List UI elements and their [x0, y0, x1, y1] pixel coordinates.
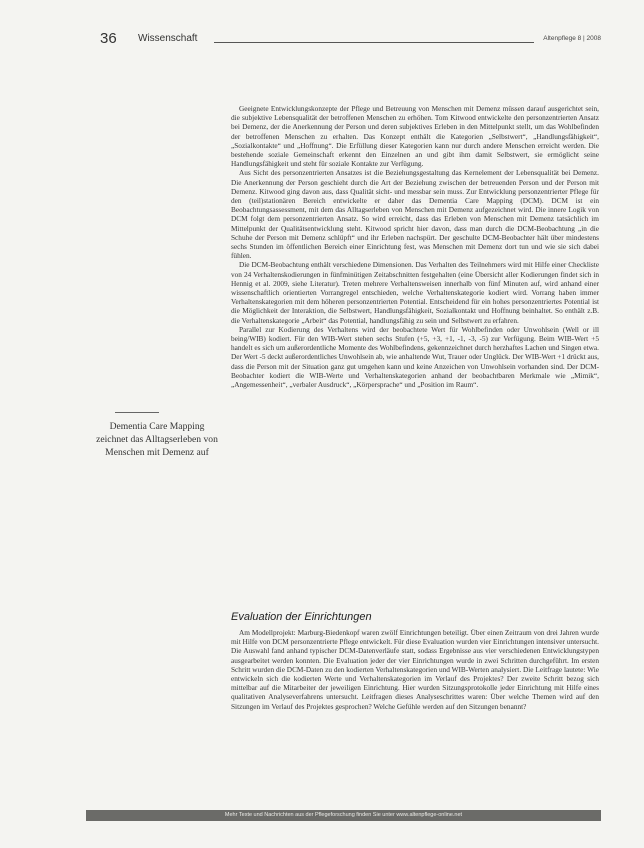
- section-heading: Evaluation der Einrichtungen: [231, 611, 372, 623]
- paragraph: Parallel zur Kodierung des Verhaltens wird der beobachtete Wert für Wohlbefinden oder Unwohlsein (Well or ill being/WIB) kodiert. Für den WIB-Wert stehen sechs Stufen (+5, +3, +1, -1, -3, -5) zur Verfügung. Beim WIB-Wert +5 handelt es sich um außerordentliche Momente des Wohlbefindens, gekennzeichnet durch herzhaftes Lachen und Singen etwa. Der Wert -5 deckt außerordentliches Unwohlsein ab, wie anhaltende Wut, Trauer oder Unglück. Der WIB-Wert +1 drückt aus, dass die Person mit der Situation ganz gut umgehen kann und keine Anzeichen von Unwohlsein vorhanden sind. Der DCM-Beobachter kodiert die WIB-Werte und Verhaltenskategorien anhand der beobachtbaren Merkmale wie „Mimik“, „Angemessenheit“, „verbaler Ausdruck“, „Körpersprache“ und „Position im Raum“.: [231, 324, 599, 390]
- article-body: [231, 104, 599, 389]
- footer-banner: Mehr Texte und Nachrichten aus der Pflegeforschung finden Sie unter www.altenpflege-online.net: [86, 810, 601, 821]
- paragraph: Am Modellprojekt: Marburg-Biedenkopf waren zwölf Einrichtungen beteiligt. Über einen Zeitraum von drei Jahren wurde mit Hilfe von DCM personzentrierte Pflege entwickelt. Für diese Evaluation wurden vier Einrichtungen intensiver untersucht. Die Auswahl fand anhand typischer DCM-Datenverläufe statt, sodass Ergebnisse aus vier verschiedenen Entwicklungstypen ausgearbeitet werden konnten. Die Evaluation jeder der vier Einrichtungen wurde in zwei Schritten durchgeführt. Im ersten Schritt wurden die DCM-Daten zu den kodierten Verhaltenskategorien und WIB-Werten analysiert. Die Leitfrage lautete: Wie entwickeln sich die kodierten Werte und Verhaltenskategorien im Verlauf des Projektes? Der zweite Schritt bezog sich mittelbar auf die Mitarbeiter der jeweiligen Einrichtung. Hier wurden Sitzungsprotokolle jeder Einrichtung mit Hilfe eines qualitativen Analyseverfahrens untersucht. Leitfragen dieses Analyseschrittes waren: Über welche Themen wird auf den Sitzungen im Verlauf des Projektes gesprochen? Welche Gefühle werden auf den Sitzungen benannt?: [231, 628, 599, 711]
- paragraph: Aus Sicht des personzentrierten Ansatzes ist die Beziehungsgestaltung das Kernelement der Lebensqualität bei Demenz. Die Anerkennung der Person geschieht durch die Art der Beziehung zwischen der betreuenden Person und der Person mit Demenz. Kitwood ging davon aus, dass Qualität sicht- und messbar sein muss. Zur Entwicklung personzentrierter Pflege für den (teil)stationären Bereich entwickelte er daher das Dementia Care Mapping (DCM). DCM ist ein Beobachtungsassessment, mit dem das Alltagserleben von Menschen mit Demenz aufgezeichnet wird. Die innere Logik von DCM folgt dem personzentrierten Ansatz. So wird erreicht, dass das Erleben von Menschen mit Demenz tatsächlich im Mittelpunkt der Qualitätsentwicklung steht. Kitwood spricht hier davon, dass man durch die DCM-Beobachtung „in die Schuhe der Person mit Demenz schlüpft“ und ihr Erleben nachspürt. Der geschulte DCM-Beobachter hält über mindestens sechs Stunden im öffentlichen Bereich einer Einrichtung fest, was Menschen mit Demenz dort tun und wie sie sich dabei fühlen.: [231, 168, 599, 261]
- page-header: [86, 30, 601, 52]
- pullquote: Dementia Care Mapping zeichnet das Alltagserleben von Menschen mit Demenz auf: [96, 421, 218, 458]
- issue-label: Altenpflege 8 | 2008: [543, 35, 601, 42]
- page-number: 36: [100, 30, 117, 47]
- header-divider: [214, 42, 534, 43]
- paragraph: Die DCM-Beobachtung enthält verschiedene Dimensionen. Das Verhalten des Teilnehmers wird mit Hilfe einer Checkliste von 24 Verhaltenskodierungen in fünfminütigen Zeitabschnitten festgehalten (eine Übersicht aller Kodierungen findet sich in Hennig et al. 2009, siehe Literatur). Treten mehrere Verhaltensweisen innerhalb von fünf Minuten auf, wird anhand einer wissenschaftlich orientierten Vorrangregel entschieden, welche Verhaltenskategorie kodiert wird. Vorrang haben immer Verhaltenskategorien mit dem höheren personzentrierten Potential. Entscheidend für ein hohes personzentriertes Potential ist die Möglichkeit der Interaktion, die Selbstwert, Handlungsfähigkeit, Sozialkontakt und Hoffnung beinhaltet. So enthält z.B. die Verhaltenskategorie „Arbeit“ das Potential, handlungsfähig zu sein und Selbstwert zu erfahren.: [231, 260, 599, 325]
- pullquote-divider: [115, 412, 159, 413]
- paragraph: Geeignete Entwicklungskonzepte der Pflege und Betreuung von Menschen mit Demenz müssen darauf ausgerichtet sein, die subjektive Lebensqualität der betroffenen Menschen zu erhöhen. Tom Kitwood entwickelte den personzentrierten Ansatz bei Demenz, der die Anerkennung der Person und deren subjektives Erleben in den Mittelpunkt stellt, um das Wohlbefinden der betroffenen Menschen zu erhalten. Das Konzept enthält die Kategorien „Selbstwert“, „Handlungsfähigkeit“, „Sozialkontakte“ und „Hoffnung“. Die Erfüllung dieser Kategorien kann nur durch andere Menschen erreicht werden. Die bestehende soziale Gemeinschaft erkennt den Einzelnen an und gibt ihm damit Selbstwert, sie ermöglicht seine Handlungsfähigkeit und steht für soziale Kontakte zur Verfügung.: [231, 104, 599, 169]
- article-body-continued: [231, 628, 599, 711]
- section-title: Wissenschaft: [138, 33, 198, 44]
